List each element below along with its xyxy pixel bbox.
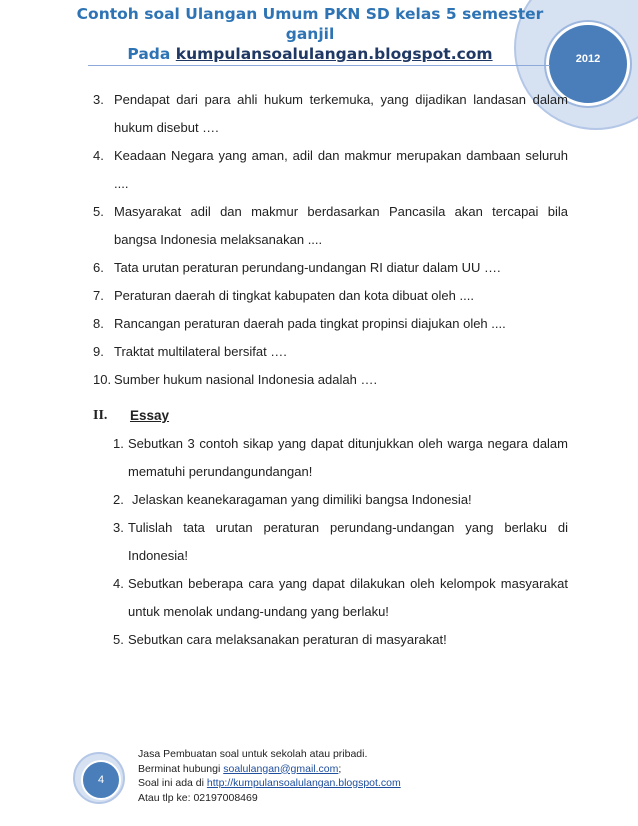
question-number: 1. <box>113 436 124 451</box>
essay-question <box>113 626 568 654</box>
section-heading <box>93 402 568 430</box>
question-number: 9. <box>93 344 104 359</box>
question-number: 7. <box>93 288 104 303</box>
question-item <box>93 366 568 394</box>
footer-line4: Atau tlp ke: 02197008469 <box>138 791 258 804</box>
question-text: Keadaan Negara yang aman, adil dan makmur merupakan dambaan seluruh .... <box>114 148 568 191</box>
footer-site-prefix: Soal ini ada di <box>138 777 207 789</box>
question-number: 2. <box>113 492 124 507</box>
question-item <box>93 338 568 366</box>
question-item <box>93 198 568 254</box>
question-text: Tulislah tata urutan peraturan perundang-undangan yang berlaku di Indonesia! <box>128 520 568 563</box>
header-line2-prefix: Pada <box>127 45 176 63</box>
question-number: 4. <box>113 576 124 591</box>
footer-contact-prefix: Berminat hubungi <box>138 762 224 775</box>
question-item <box>93 310 568 338</box>
question-item <box>93 142 568 198</box>
essay-question <box>113 570 568 626</box>
footer-line1: Jasa Pembuatan soal untuk sekolah atau pribadi. <box>138 748 368 760</box>
question-text: Sebutkan cara melaksanakan peraturan di masyarakat! <box>128 632 447 647</box>
page-header <box>60 4 560 64</box>
question-number: 3. <box>93 92 104 107</box>
question-number: 5. <box>113 632 124 647</box>
footer-page-circle <box>73 752 125 804</box>
header-title-line1: Contoh soal Ulangan Umum PKN SD kelas 5 semester ganjil <box>76 5 544 43</box>
essay-question <box>113 430 568 486</box>
page-footer <box>138 747 498 805</box>
question-number: 10. <box>93 372 112 387</box>
footer-site-link[interactable]: http://kumpulansoalulangan.blogspot.com <box>206 777 401 789</box>
header-title-line2 <box>60 44 560 64</box>
question-text: Peraturan daerah di tingkat kabupaten dan kota dibuat oleh .... <box>114 288 474 303</box>
question-text: Jelaskan keanekaragaman yang dimiliki bangsa Indonesia! <box>132 492 472 507</box>
essay-list <box>113 430 568 654</box>
question-item <box>93 282 568 310</box>
essay-question <box>113 486 568 514</box>
question-number: 8. <box>93 316 104 331</box>
question-text: Traktat multilateral bersifat …. <box>114 344 287 359</box>
question-number: 4. <box>93 148 104 163</box>
header-divider <box>88 65 550 66</box>
question-text: Sebutkan beberapa cara yang dapat dilakukan oleh kelompok masyarakat untuk menolak undang-undang yang berlaku! <box>128 576 568 619</box>
footer-line2 <box>138 762 498 777</box>
footer-contact-suffix: ; <box>338 762 342 775</box>
section-number: II. <box>93 408 108 423</box>
question-item <box>93 254 568 282</box>
year-badge: 2012 <box>575 53 601 65</box>
section-title: Essay <box>130 408 170 423</box>
question-number: 6. <box>93 260 104 275</box>
question-text: Rancangan peraturan daerah pada tingkat propinsi diajukan oleh .... <box>114 316 506 331</box>
document-body <box>93 86 568 654</box>
question-text: Tata urutan peraturan perundang-undangan RI diatur dalam UU …. <box>114 260 501 275</box>
question-list <box>93 86 568 394</box>
footer-email-link[interactable]: soalulangan@gmail.com <box>223 762 339 775</box>
question-item <box>93 86 568 142</box>
header-blog-link[interactable]: kumpulansoalulangan.blogspot.com <box>175 45 493 63</box>
question-text: Sumber hukum nasional Indonesia adalah …. <box>114 372 378 387</box>
footer-line3 <box>138 776 498 791</box>
question-text: Sebutkan 3 contoh sikap yang dapat ditunjukkan oleh warga negara dalam mematuhi perundangundangan! <box>128 436 568 479</box>
essay-question <box>113 514 568 570</box>
question-number: 3. <box>113 520 124 535</box>
question-text: Pendapat dari para ahli hukum terkemuka, yang dijadikan landasan dalam hukum disebut …. <box>114 92 568 135</box>
page-number: 4 <box>81 760 121 800</box>
question-number: 5. <box>93 204 104 219</box>
question-text: Masyarakat adil dan makmur berdasarkan Pancasila akan tercapai bila bangsa Indonesia melaksanakan .... <box>114 204 568 247</box>
